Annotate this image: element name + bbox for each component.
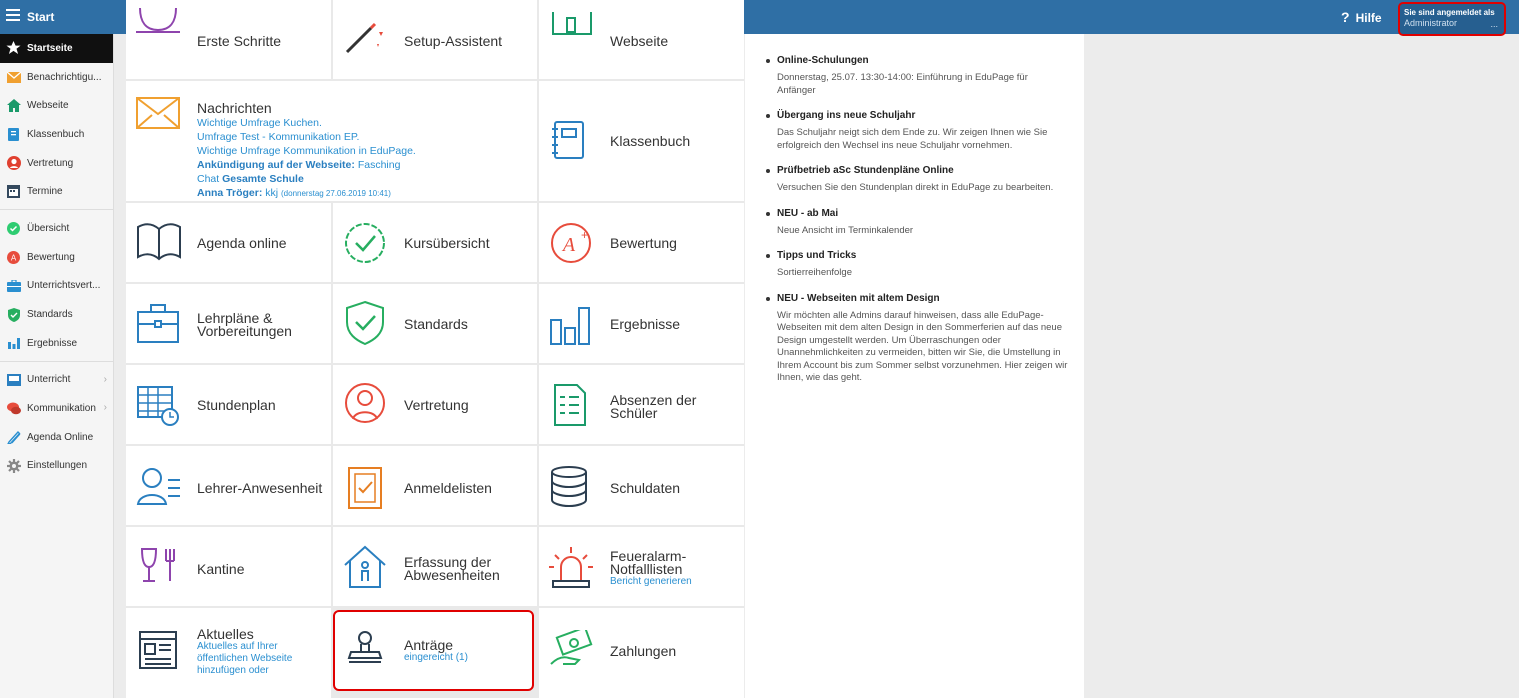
tile-title xyxy=(610,394,696,420)
news-item[interactable] xyxy=(765,109,1068,152)
tile-stundenplan[interactable] xyxy=(126,365,331,444)
news-text: Sortierreihenfolge xyxy=(777,267,852,278)
tile-schuldaten[interactable] xyxy=(539,446,744,525)
sidebar-item-label: Vertretung xyxy=(27,157,74,169)
checklist-document-icon xyxy=(549,383,595,429)
briefcase-icon xyxy=(6,278,21,293)
sidebar-item-bewertung[interactable] xyxy=(0,243,113,272)
tile-antraege[interactable] xyxy=(333,610,534,691)
shield-icon xyxy=(6,307,21,322)
badge-check-icon xyxy=(343,221,389,267)
tile-subtitle-line: hinzufügen oder xyxy=(197,665,269,676)
help-button[interactable] xyxy=(1341,9,1382,25)
tile-title: Klassenbuch xyxy=(610,133,691,149)
message-bold: Anna Tröger: xyxy=(197,187,263,199)
chevron-right-icon: › xyxy=(103,402,107,414)
tile-title: Stundenplan xyxy=(197,397,276,413)
newspaper-icon xyxy=(136,628,182,674)
check-circle-icon xyxy=(6,221,21,236)
notebook-icon xyxy=(6,127,21,142)
tile-standards[interactable] xyxy=(333,284,537,363)
tile-title: Ergebnisse xyxy=(610,316,681,332)
sidebar-item-label: Agenda Online xyxy=(27,431,94,443)
tile-title-line: Abwesenheiten xyxy=(404,567,500,583)
message-bold: Gesamte Schule xyxy=(222,173,304,185)
tile-title: Schuldaten xyxy=(610,480,681,496)
tile-title xyxy=(197,312,292,338)
gear-icon xyxy=(6,458,21,473)
tile-title-line: Schüler xyxy=(610,405,658,421)
message-item[interactable] xyxy=(197,158,416,172)
news-title: Tipps und Tricks xyxy=(777,250,857,261)
sidebar-item-startseite[interactable] xyxy=(0,34,113,63)
tile-erste-schritte[interactable] xyxy=(126,0,331,79)
tile-title: Agenda online xyxy=(197,235,287,251)
message-item[interactable]: Umfrage Test - Kommunikation EP. xyxy=(197,131,360,143)
person-icon xyxy=(6,156,21,171)
tile-title: Bewertung xyxy=(610,235,677,251)
sidebar-item-webseite[interactable] xyxy=(0,91,113,120)
sidebar-item-agenda-online[interactable] xyxy=(0,423,113,452)
tile-klassenbuch[interactable] xyxy=(539,81,744,201)
chevron-right-icon: › xyxy=(103,373,107,385)
tile-agenda-online[interactable] xyxy=(126,203,331,282)
tile-title-line: Feueralarm- xyxy=(610,548,687,564)
tile-zahlungen[interactable] xyxy=(539,608,744,698)
tile-nachrichten[interactable] xyxy=(126,81,537,201)
star-icon xyxy=(6,41,21,56)
tile-subtitle[interactable] xyxy=(197,641,292,677)
tile-feueralarm[interactable] xyxy=(539,527,744,606)
sidebar-item-label: Benachrichtigu... xyxy=(27,71,102,83)
hamburger-menu-icon[interactable] xyxy=(6,9,20,23)
tile-webseite[interactable] xyxy=(539,0,744,79)
grade-icon xyxy=(6,250,21,265)
house-person-icon xyxy=(343,545,389,591)
sidebar-item-ergebnisse[interactable] xyxy=(0,329,113,358)
svg-text:+: + xyxy=(581,228,589,242)
sidebar-item-klassenbuch[interactable] xyxy=(0,120,113,149)
sidebar-item-label: Klassenbuch xyxy=(27,128,85,140)
sidebar-item-label: Webseite xyxy=(27,100,69,112)
alarm-siren-icon xyxy=(549,545,595,591)
sidebar xyxy=(0,34,114,698)
message-timestamp: (donnerstag 27.06.2019 10:41) xyxy=(281,189,391,198)
clipboard-check-icon xyxy=(343,464,389,510)
sidebar-item-label: Standards xyxy=(27,309,73,321)
submitted-count-link[interactable]: eingereicht (1) xyxy=(404,652,468,663)
substitute-person-icon xyxy=(343,381,389,427)
tile-title-line: Absenzen der xyxy=(610,392,697,408)
tile-title-line: Vorbereitungen xyxy=(197,323,292,339)
bar-chart-icon xyxy=(549,302,595,348)
tile-title: Nachrichten xyxy=(197,100,272,116)
sidebar-item-label: Übersicht xyxy=(27,222,70,234)
tile-title: Setup-Assistent xyxy=(404,33,503,49)
glass-fork-icon xyxy=(136,545,182,591)
news-title: NEU - Webseiten mit altem Design xyxy=(777,292,940,304)
tile-title xyxy=(404,556,500,582)
tile-title: Anträge xyxy=(404,637,454,653)
sidebar-item-uebersicht[interactable] xyxy=(0,214,113,243)
sidebar-item-einstellungen[interactable] xyxy=(0,452,113,481)
tile-title: Kantine xyxy=(197,561,245,577)
pen-icon xyxy=(6,430,21,445)
account-role: Administrator xyxy=(1404,18,1458,28)
sidebar-item-label: Kommunikation xyxy=(27,403,96,415)
news-item[interactable] xyxy=(765,54,1068,97)
tile-ergebnisse[interactable] xyxy=(539,284,744,363)
account-menu[interactable] xyxy=(1398,2,1506,36)
generate-report-link[interactable]: Bericht generieren xyxy=(610,576,692,587)
sidebar-item-termine[interactable] xyxy=(0,177,113,206)
tile-erfassung[interactable] xyxy=(333,527,537,606)
sidebar-item-label: Ergebnisse xyxy=(27,337,78,349)
tile-title-line: Notfalllisten xyxy=(610,561,683,577)
message-item[interactable] xyxy=(197,186,416,201)
news-text: Versuchen Sie den Stundenplan direkt in EduPage zu bearbeiten. xyxy=(777,182,1054,193)
database-icon xyxy=(549,464,595,510)
money-hand-icon xyxy=(549,630,595,676)
tile-vertretung[interactable] xyxy=(333,365,537,444)
tile-title-line: Lehrpläne & xyxy=(197,310,273,326)
news-title: Online-Schulungen xyxy=(777,55,869,66)
news-text: Wir möchten alle Admins darauf hinweisen, dass alle EduPage-Webseiten mit dem alten Design in den Sommerferien auf das neue Design umgestellt werden. Um Überraschungen oder Unannehmlichkeiten zu vermeiden, bitten wir Sie, die Umstellung in Ihrem Account bis zum Sommer selbst vorzunehmen. Hier zeigen wir Ihnen, wie das geht. xyxy=(777,309,1068,383)
tile-subtitle-line: Aktuelles auf Ihrer xyxy=(197,641,278,652)
tile-lehrplaene[interactable] xyxy=(126,284,331,363)
tile-title: Kursübersicht xyxy=(404,235,490,251)
message-item[interactable] xyxy=(197,172,416,186)
tile-title: Standards xyxy=(404,316,468,332)
tile-title-line: Erfassung der xyxy=(404,554,492,570)
news-text: Das Schuljahr neigt sich dem Ende zu. Wir zeigen Ihnen wie Sie erfolgreich den Wechsel ins neue Schuljahr vornehmen. xyxy=(777,127,1048,151)
account-login-label: Sie sind angemeldet als xyxy=(1404,8,1495,17)
tile-lehrer-anwesenheit[interactable] xyxy=(126,446,331,525)
tile-absenzen[interactable] xyxy=(539,365,744,444)
sidebar-item-label: Einstellungen xyxy=(27,460,88,472)
svg-text:A: A xyxy=(562,234,576,256)
notebook-icon xyxy=(549,121,595,167)
bar-chart-icon xyxy=(6,336,21,351)
tile-grid xyxy=(126,0,744,698)
svg-text:A: A xyxy=(10,253,17,263)
house-icon xyxy=(6,98,21,113)
tile-title: Webseite xyxy=(610,33,669,49)
classroom-icon xyxy=(6,372,21,387)
open-book-icon xyxy=(136,221,182,267)
envelope-icon xyxy=(6,70,21,85)
sidebar-item-label: Bewertung xyxy=(27,251,75,263)
magic-wand-icon xyxy=(343,12,389,58)
news-item[interactable] xyxy=(765,249,1068,280)
sidebar-item-unterrichtsverteilung[interactable] xyxy=(0,272,113,301)
sidebar-divider xyxy=(0,361,113,362)
news-title: Übergang ins neue Schuljahr xyxy=(777,110,916,121)
message-list xyxy=(197,116,416,201)
tile-bewertung[interactable] xyxy=(539,203,744,282)
news-text: Neue Ansicht im Terminkalender xyxy=(777,224,914,236)
briefcase-icon xyxy=(136,302,182,348)
tile-anmeldelisten[interactable] xyxy=(333,446,537,525)
grade-a-plus-icon xyxy=(549,221,595,267)
news-item[interactable] xyxy=(765,292,1068,385)
tile-title: Vertretung xyxy=(404,397,469,413)
tile-title: Anmeldelisten xyxy=(404,480,492,496)
message-text: kkj xyxy=(262,187,282,199)
website-icon xyxy=(549,10,595,56)
news-item[interactable] xyxy=(765,164,1068,195)
stamp-icon xyxy=(343,628,389,674)
news-title: NEU - ab Mai xyxy=(777,207,839,219)
sidebar-item-label: Termine xyxy=(27,186,63,198)
app-title: Start xyxy=(27,10,55,24)
sidebar-item-unterricht[interactable] xyxy=(0,366,113,395)
news-item[interactable] xyxy=(765,207,1068,238)
tile-title: Lehrer-Anwesenheit xyxy=(197,480,323,496)
help-label: Hilfe xyxy=(1355,11,1382,25)
sidebar-item-label: Startseite xyxy=(27,42,73,54)
message-text: Fasching xyxy=(354,159,401,171)
sidebar-item-benachrichtigungen[interactable] xyxy=(0,63,113,92)
tile-title: Aktuelles xyxy=(197,626,254,642)
sidebar-divider xyxy=(0,209,113,210)
tile-aktuelles[interactable] xyxy=(126,608,331,698)
sidebar-item-vertretung[interactable] xyxy=(0,149,113,178)
envelope-icon xyxy=(136,97,182,143)
message-item[interactable]: Wichtige Umfrage Kommunikation in EduPage. xyxy=(197,145,416,157)
news-title: Prüfbetrieb aSc Stundenpläne Online xyxy=(777,165,954,176)
sidebar-item-label: Unterricht xyxy=(27,374,71,386)
chat-bubbles-icon xyxy=(6,401,21,416)
message-item[interactable]: Wichtige Umfrage Kuchen. xyxy=(197,117,322,129)
tile-kursuebersicht[interactable] xyxy=(333,203,537,282)
tile-setup-assistent[interactable] xyxy=(333,0,537,79)
account-more-icon: ... xyxy=(1490,19,1498,29)
sidebar-item-standards[interactable] xyxy=(0,300,113,329)
message-text: Chat xyxy=(197,173,223,185)
teacher-list-icon xyxy=(136,464,182,510)
sidebar-item-kommunikation[interactable] xyxy=(0,394,113,423)
news-panel xyxy=(745,34,1084,698)
tile-title: Erste Schritte xyxy=(197,33,282,49)
tile-subtitle-line: öffentlichen Webseite xyxy=(197,653,293,664)
shield-check-icon xyxy=(343,300,389,346)
tile-title xyxy=(610,550,686,576)
sidebar-item-label: Unterrichtsvert... xyxy=(27,280,101,292)
message-bold: Ankündigung auf der Webseite: xyxy=(197,159,355,171)
timetable-clock-icon xyxy=(136,383,182,429)
calendar-icon xyxy=(6,184,21,199)
cup-icon xyxy=(136,6,182,52)
news-text: Donnerstag, 25.07. 13:30-14:00: Einführung in EduPage für Anfänger xyxy=(777,72,1028,96)
tile-kantine[interactable] xyxy=(126,527,331,606)
tile-title: Zahlungen xyxy=(610,643,677,659)
question-icon: ? xyxy=(1341,9,1350,25)
